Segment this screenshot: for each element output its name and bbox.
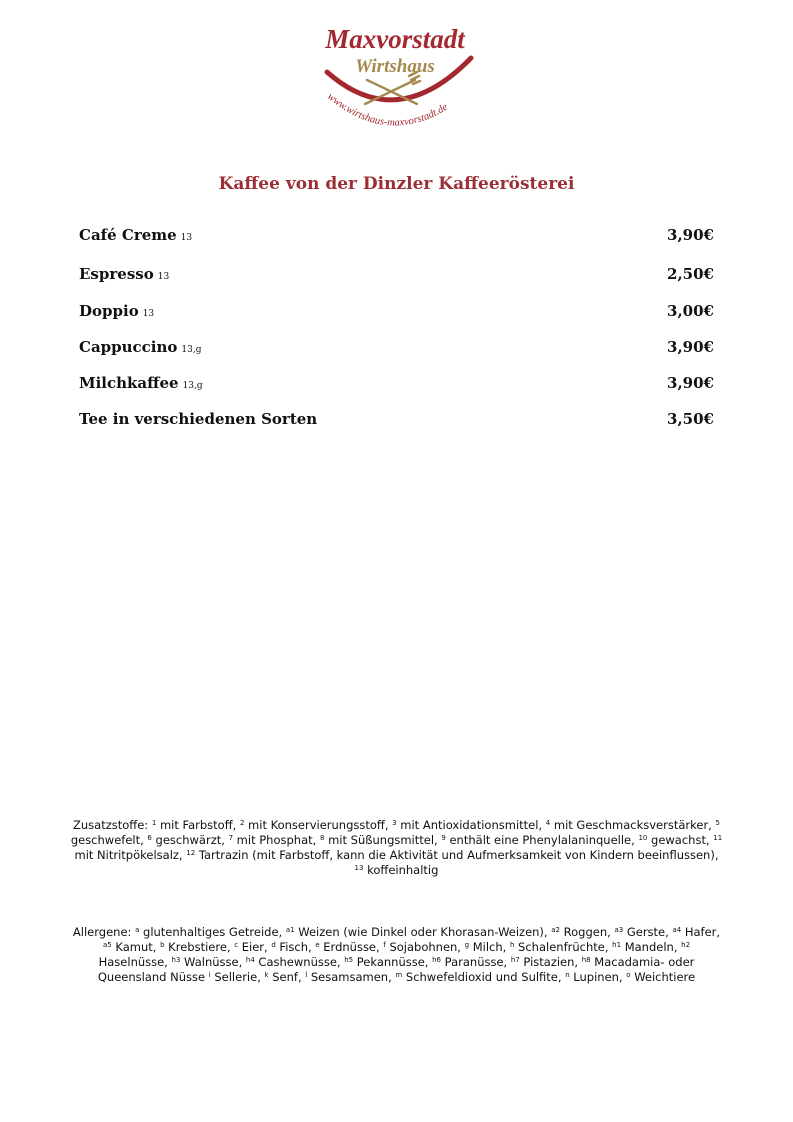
allergen-text: Macadamia- oder Queensland Nüsse: [97, 955, 695, 984]
additive-text: mit Farbstoff,: [156, 818, 240, 832]
allergen-key: a: [135, 926, 140, 934]
allergen-text: Weichtiere: [630, 970, 696, 984]
restaurant-logo: [305, 14, 485, 138]
allergen-key: f: [383, 941, 386, 949]
allergen-text: Hafer,: [681, 925, 721, 939]
allergen-key: d: [271, 941, 276, 949]
menu-item: [79, 265, 714, 289]
menu-item-allergens: 13: [142, 309, 155, 319]
allergen-key: a2: [551, 926, 560, 934]
additive-key: 7: [228, 834, 234, 842]
logo-subtitle: Wirtshaus: [355, 56, 435, 77]
menu-item-price: 3,90€: [667, 226, 714, 244]
allergen-key: a1: [285, 926, 295, 934]
additive-key: 2: [239, 819, 245, 827]
menu-item-name: Tee in verschiedenen Sorten: [79, 410, 318, 428]
allergen-key: h1: [612, 941, 622, 949]
additive-text: mit Antioxidationsmittel,: [396, 818, 546, 832]
menu-item-price: 3,90€: [667, 338, 714, 356]
menu-item-allergens: 13,g: [182, 381, 203, 391]
additives-list: [71, 818, 722, 877]
additive-text: mit Konservierungsstoff,: [244, 818, 393, 832]
menu-item-name: Café Creme 13: [79, 226, 193, 244]
additives-note: [70, 818, 723, 878]
allergen-key: a4: [672, 926, 682, 934]
allergen-key: h7: [510, 956, 520, 964]
allergen-text: Schalenfrüchte,: [514, 940, 613, 954]
menu-item-price: 3,90€: [667, 374, 714, 392]
allergen-key: h2: [681, 941, 691, 949]
allergen-key: g: [464, 941, 470, 949]
allergen-key: l: [305, 971, 308, 979]
allergen-key: c: [234, 941, 239, 949]
allergen-text: Paranüsse,: [441, 955, 511, 969]
additive-text: koffeinhaltig: [363, 863, 439, 877]
allergen-text: Senf,: [268, 970, 306, 984]
menu-item-allergens: 13,g: [181, 345, 202, 355]
menu-item-allergens: 13: [180, 233, 193, 243]
allergen-key: m: [395, 971, 403, 979]
allergen-text: Walnüsse,: [180, 955, 246, 969]
allergens-label: Allergene:: [72, 925, 136, 939]
allergen-key: h5: [344, 956, 354, 964]
additive-key: 4: [545, 819, 551, 827]
menu-item-price: 2,50€: [667, 265, 714, 283]
additive-key: 10: [638, 834, 648, 842]
allergen-key: h: [509, 941, 515, 949]
additive-key: 1: [151, 819, 157, 827]
additive-key: 3: [392, 819, 397, 827]
allergen-key: e: [315, 941, 320, 949]
allergen-key: i: [208, 971, 211, 979]
menu-item: [79, 302, 714, 326]
allergen-key: n: [565, 971, 570, 979]
allergen-text: Eier,: [238, 940, 272, 954]
allergen-text: Sojabohnen,: [385, 940, 465, 954]
additive-text: Tartrazin (mit Farbstoff, kann die Aktivität und Aufmerksamkeit von Kindern beeinflussen),: [195, 848, 719, 862]
allergen-text: Roggen,: [559, 925, 615, 939]
additive-key: 12: [186, 849, 196, 857]
allergen-text: Gerste,: [623, 925, 673, 939]
additive-key: 5: [715, 819, 720, 827]
allergen-key: a5: [102, 941, 112, 949]
menu-item: [79, 374, 714, 398]
additive-text: gewachst,: [647, 833, 714, 847]
allergen-key: h3: [171, 956, 181, 964]
menu-item-name: Cappuccino 13,g: [79, 338, 202, 356]
additive-key: 6: [147, 834, 152, 842]
allergen-text: Schwefeldioxid und Sulfite,: [402, 970, 566, 984]
page-title: Kaffee von der Dinzler Kaffeerösterei: [218, 174, 575, 194]
additives-label: Zusatzstoffe:: [73, 818, 152, 832]
menu-item: [79, 226, 714, 250]
allergens-note: [70, 925, 723, 985]
additive-text: mit Süßungsmittel,: [324, 833, 442, 847]
menu-item-name: Doppio 13: [79, 302, 155, 320]
menu-item-price: 3,50€: [667, 410, 714, 428]
allergens-list: [98, 925, 720, 984]
additive-key: 8: [319, 834, 325, 842]
allergen-text: Mandeln,: [621, 940, 682, 954]
allergen-key: h6: [432, 956, 442, 964]
menu-item-name: Milchkaffee 13,g: [79, 374, 203, 392]
allergen-text: Pekannüsse,: [353, 955, 433, 969]
menu-item-price: 3,00€: [667, 302, 714, 320]
menu-item: [79, 410, 714, 434]
additive-key: 13: [354, 864, 364, 872]
allergen-key: o: [626, 971, 631, 979]
allergen-text: glutenhaltiges Getreide,: [139, 925, 286, 939]
allergen-text: Fisch,: [275, 940, 316, 954]
allergen-text: Sellerie,: [210, 970, 265, 984]
allergen-text: Weizen (wie Dinkel oder Khorasan-Weizen),: [294, 925, 552, 939]
allergen-text: Milch,: [469, 940, 510, 954]
menu-item-allergens: 13: [157, 272, 170, 282]
allergen-key: b: [160, 941, 165, 949]
allergen-text: Sesamsamen,: [307, 970, 396, 984]
allergen-text: Lupinen,: [569, 970, 627, 984]
allergen-text: Haselnüsse,: [98, 955, 172, 969]
allergen-key: k: [264, 971, 269, 979]
allergen-text: Cashewnüsse,: [254, 955, 345, 969]
additive-text: mit Geschmacksverstärker,: [550, 818, 716, 832]
additive-text: mit Nitritpökelsalz,: [74, 848, 187, 862]
additive-text: geschwärzt,: [151, 833, 229, 847]
additive-text: mit Phosphat,: [233, 833, 320, 847]
allergen-key: a3: [614, 926, 624, 934]
menu-item: [79, 338, 714, 362]
allergen-key: h8: [581, 956, 591, 964]
additive-text: geschwefelt,: [70, 833, 148, 847]
additive-key: 11: [713, 834, 723, 842]
allergen-text: Pistazien,: [519, 955, 582, 969]
logo-title: Maxvorstadt: [325, 24, 465, 54]
allergen-key: h4: [245, 956, 255, 964]
allergen-text: Erdnüsse,: [319, 940, 384, 954]
additive-key: 9: [441, 834, 446, 842]
additive-text: enthält eine Phenylalaninquelle,: [445, 833, 639, 847]
menu-item-name: Espresso 13: [79, 265, 170, 283]
logo-graphic: [305, 14, 485, 138]
allergen-text: Kamut,: [111, 940, 161, 954]
logo-url: www.wirtshaus-maxvorstadt.de: [325, 91, 450, 129]
allergen-text: Krebstiere,: [164, 940, 235, 954]
